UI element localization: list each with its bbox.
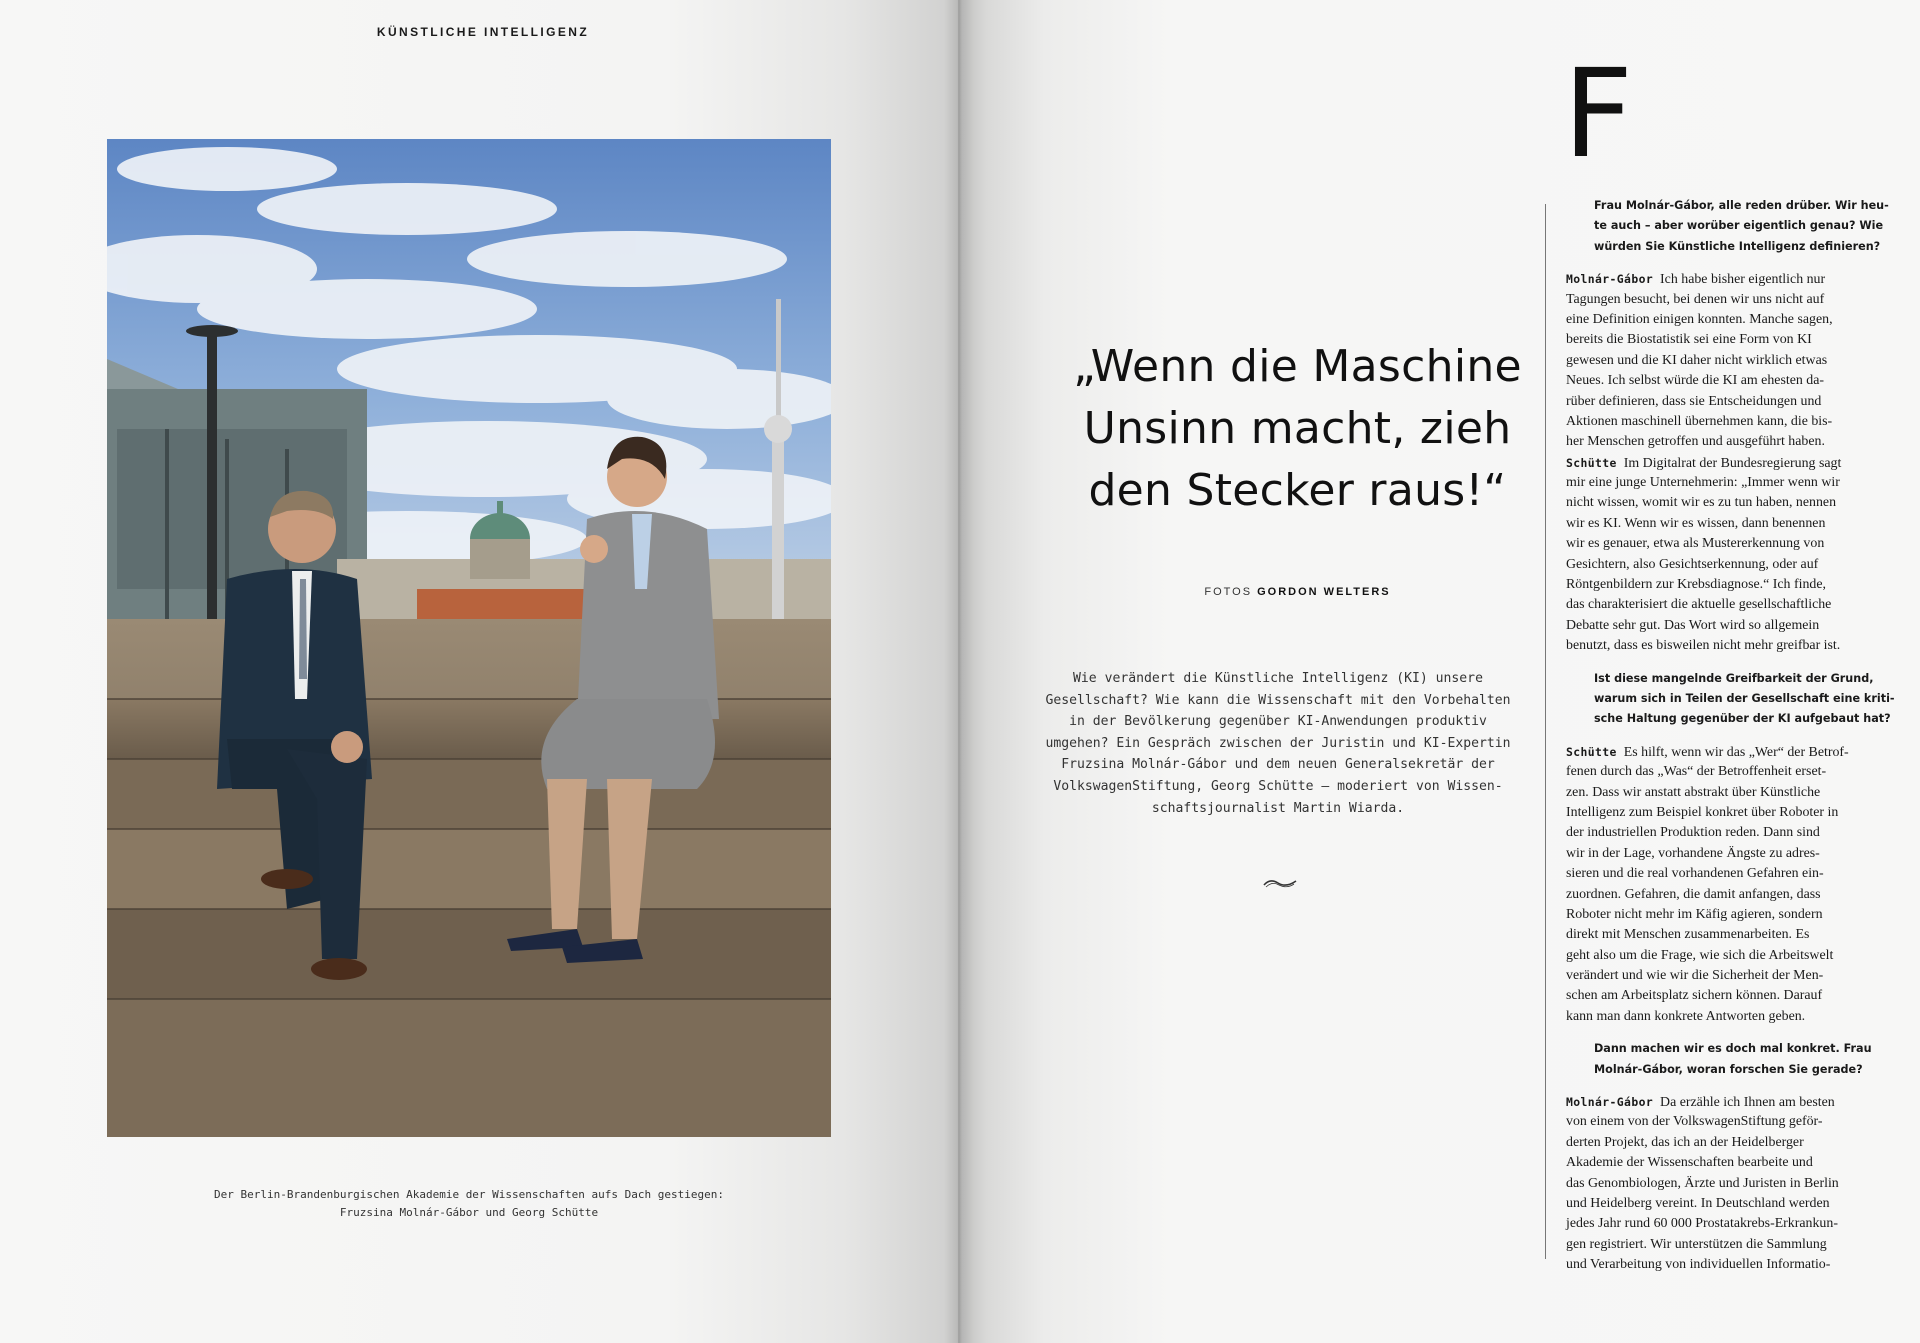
answer-line: Im Digitalrat der Bundesregierung sagt: [1623, 455, 1842, 471]
answer-line: Es hilft, wenn wir das „Wer“ der Betrof-: [1623, 744, 1849, 760]
answer-line: verändert und wie wir die Sicherheit der Men-: [1566, 968, 1824, 984]
question-line: Dann machen wir es doch mal konkret. Frau: [1594, 1042, 1872, 1056]
answer-line: benutzt, dass es bisweilen nicht mehr greifbar ist.: [1566, 638, 1841, 654]
question-3: [1566, 1039, 1881, 1080]
speaker-name: Molnár-Gábor: [1566, 272, 1654, 287]
answer-line: von einem von der VolkswagenStiftung geför-: [1566, 1114, 1823, 1130]
answer-line: eine Definition einigen konnten. Manche sagen,: [1566, 311, 1833, 327]
answer-line: her Menschen getroffen und ausgeführt haben.: [1566, 434, 1825, 450]
answer-line: wir es KI. Wenn wir es wissen, dann benennen: [1566, 515, 1826, 531]
answer-line: wir es genauer, etwa als Mustererkennung von: [1566, 536, 1825, 552]
question-line: Ist diese mangelnde Greifbarkeit der Grund,: [1594, 671, 1874, 685]
column-rule: [1545, 204, 1546, 1259]
speaker-name: Schütte: [1566, 455, 1617, 470]
caption-line: Der Berlin-Brandenburgischen Akademie der Wissenschaften aufs Dach gestiegen:: [214, 1188, 724, 1201]
answer-4: [1566, 1092, 1881, 1276]
answer-line: zuordnen. Gefahren, die damit anfangen, dass: [1566, 886, 1821, 902]
answer-line: schen am Arbeitsplatz sichern können. Darauf: [1566, 988, 1823, 1004]
book-gutter: [944, 0, 974, 1343]
answer-line: derten Projekt, das ich an der Heidelberger: [1566, 1134, 1804, 1150]
photo-credit: [1030, 586, 1565, 598]
running-head: KÜNSTLICHE INTELLIGENZ: [376, 25, 590, 39]
headline-line: „Wenn die Maschine: [1073, 341, 1522, 392]
answer-line: geht also um die Frage, wie sich die Arbeitswelt: [1566, 947, 1834, 963]
answer-line: sieren und die real vorhandenen Gefahren ein-: [1566, 866, 1824, 882]
answer-line: Ich habe bisher eigentlich nur: [1660, 272, 1826, 288]
answer-line: gewesen und die KI daher nicht wirklich etwas: [1566, 352, 1828, 368]
answer-line: kann man dann konkrete Antworten geben.: [1566, 1008, 1806, 1024]
interview-photo: [107, 139, 831, 1137]
question-line: Frau Molnár-Gábor, alle reden drüber. Wir heu-: [1594, 199, 1889, 212]
answer-3: [1566, 742, 1881, 1027]
question-line: würden Sie Künstliche Intelligenz definieren?: [1594, 239, 1881, 253]
intro-line: umgehen? Ein Gespräch zwischen der Juristin und KI-Expertin: [1045, 735, 1511, 751]
answer-line: Neues. Ich selbst würde die KI am ehesten da-: [1566, 373, 1825, 389]
answer-line: Röntgenbildern zur Krebsdiagnose.“ Ich finde,: [1566, 577, 1826, 593]
answer-line: Intelligenz zum Beispiel konkret über Roboter in: [1566, 804, 1839, 820]
answer-line: wir in der Lage, vorhandene Ängste zu adres-: [1566, 845, 1820, 861]
answer-2: [1566, 453, 1881, 657]
answer-line: Gesichtern, also Gesichtserkennung, oder auf: [1566, 556, 1819, 572]
intro-text: [1028, 668, 1528, 819]
question-line: te auch – aber worüber eigentlich genau? Wie: [1594, 219, 1884, 233]
photo-caption: [107, 1186, 831, 1222]
intro-line: schaftsjournalist Martin Wiarda.: [1151, 800, 1405, 816]
credit-name: GORDON WELTERS: [1257, 586, 1391, 598]
answer-1: [1566, 269, 1881, 453]
intro-line: Gesellschaft? Wie kann die Wissenschaft mit den Vorbehalten: [1045, 692, 1511, 708]
answer-line: gen registriert. Wir unterstützen die Sammlung: [1566, 1236, 1827, 1252]
intro-line: Wie verändert die Künstliche Intelligenz (KI) unsere: [1073, 671, 1483, 686]
drop-cap: F: [1563, 43, 1634, 185]
intro-line: VolkswagenStiftung, Georg Schütte – moderiert von Wissen-: [1053, 778, 1503, 794]
interview-column: [1566, 196, 1895, 1276]
answer-line: zen. Dass wir anstatt abstrakt über Künstliche: [1566, 784, 1821, 800]
tilde-ornament-icon: [1262, 876, 1298, 890]
question-1: [1566, 196, 1889, 257]
credit-label: FOTOS: [1204, 586, 1253, 598]
answer-line: Roboter nicht mehr im Käfig agieren, sondern: [1566, 906, 1823, 922]
caption-line: Fruzsina Molnár-Gábor und Georg Schütte: [339, 1206, 599, 1219]
answer-line: direkt mit Menschen zusammenarbeiten. Es: [1566, 927, 1810, 943]
answer-line: und Heidelberg vereint. In Deutschland werden: [1566, 1195, 1830, 1211]
question-line: Molnár-Gábor, woran forschen Sie gerade?: [1594, 1062, 1863, 1076]
answer-line: Akademie der Wissenschaften bearbeite und: [1566, 1155, 1813, 1171]
speaker-name: Schütte: [1566, 744, 1617, 759]
answer-line: rüber definieren, dass sie Entscheidungen und: [1566, 393, 1822, 409]
answer-line: und Verarbeitung von individuellen Informatio-: [1566, 1257, 1831, 1273]
answer-line: Debatte sehr gut. Das Wort wird so allgemein: [1566, 617, 1820, 633]
intro-line: in der Bevölkerung gegenüber KI-Anwendungen produktiv: [1069, 714, 1487, 730]
answer-line: Tagungen besucht, bei denen wir uns nicht auf: [1566, 291, 1825, 307]
headline: [1030, 336, 1565, 522]
speaker-name: Molnár-Gábor: [1566, 1095, 1654, 1110]
answer-line: der industriellen Produktion reden. Dann sind: [1566, 825, 1820, 841]
answer-line: fenen durch das „Was“ der Betroffenheit erset-: [1566, 764, 1827, 780]
answer-line: bereits die Biostatistik sei eine Form von KI: [1566, 332, 1812, 348]
answer-line: das Genombiologen, Ärzte und Juristen in Berlin: [1566, 1175, 1839, 1191]
answer-line: Aktionen maschinell übernehmen kann, die bis-: [1566, 413, 1833, 429]
answer-line: jedes Jahr rund 60 000 Prostatakrebs-Erkrankun-: [1566, 1216, 1838, 1232]
answer-line: das charakterisiert die aktuelle gesellschaftliche: [1566, 597, 1832, 613]
answer-line: mir eine junge Unternehmerin: „Immer wenn wir: [1566, 475, 1840, 491]
intro-line: Fruzsina Molnár-Gábor und dem neuen Generalsekretär der: [1061, 757, 1495, 773]
headline-line: den Stecker raus!“: [1088, 465, 1507, 516]
headline-line: Unsinn macht, zieh: [1083, 403, 1512, 454]
question-line: warum sich in Teilen der Gesellschaft eine kriti-: [1594, 691, 1895, 705]
answer-line: Da erzähle ich Ihnen am besten: [1660, 1095, 1835, 1111]
question-2: [1566, 669, 1895, 730]
answer-line: nicht wissen, womit wir es zu tun haben, nennen: [1566, 495, 1837, 511]
question-line: sche Haltung gegenüber der KI aufgebaut hat?: [1594, 712, 1891, 726]
